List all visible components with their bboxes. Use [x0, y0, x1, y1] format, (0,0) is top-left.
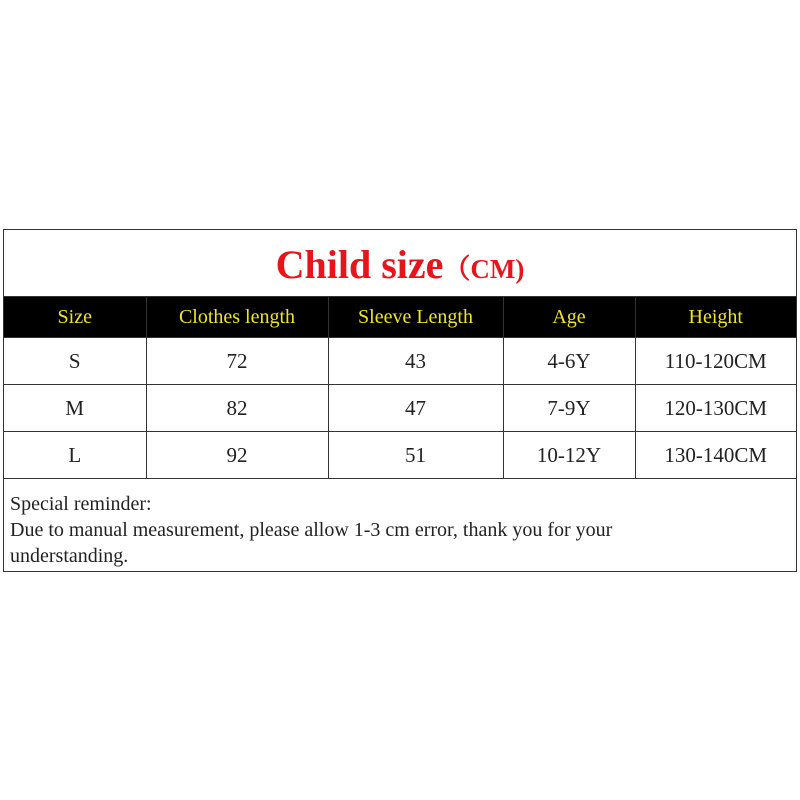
cell-sleeve-length: 47	[328, 385, 503, 432]
special-reminder	[4, 485, 796, 571]
cell-clothes-length: 72	[146, 338, 328, 385]
cell-clothes-length: 82	[146, 385, 328, 432]
cell-sleeve-length: 43	[328, 338, 503, 385]
cell-age: 4-6Y	[503, 338, 635, 385]
reminder-line: understanding.	[10, 545, 129, 567]
header-height: Height	[635, 297, 796, 338]
title-unit: （CM)	[443, 254, 525, 284]
size-table	[4, 297, 796, 479]
cell-clothes-length: 92	[146, 432, 328, 479]
title-row	[4, 230, 796, 297]
size-chart	[3, 229, 797, 572]
title-text: Child size	[275, 242, 444, 287]
header-clothes-length: Clothes length	[146, 297, 328, 338]
reminder-heading: Special reminder:	[10, 493, 152, 515]
cell-height: 120-130CM	[635, 385, 796, 432]
header-age: Age	[503, 297, 635, 338]
cell-size: S	[4, 338, 146, 385]
header-sleeve-length: Sleeve Length	[328, 297, 503, 338]
table-row	[4, 432, 796, 479]
table-row	[4, 385, 796, 432]
cell-size: L	[4, 432, 146, 479]
cell-age: 7-9Y	[503, 385, 635, 432]
cell-sleeve-length: 51	[328, 432, 503, 479]
cell-height: 130-140CM	[635, 432, 796, 479]
table-row	[4, 338, 796, 385]
reminder-line: Due to manual measurement, please allow 1-3 cm error, thank you for your	[10, 519, 613, 541]
header-row	[4, 297, 796, 338]
cell-height: 110-120CM	[635, 338, 796, 385]
cell-age: 10-12Y	[503, 432, 635, 479]
cell-size: M	[4, 385, 146, 432]
chart-title	[4, 243, 796, 296]
header-size: Size	[4, 297, 146, 338]
